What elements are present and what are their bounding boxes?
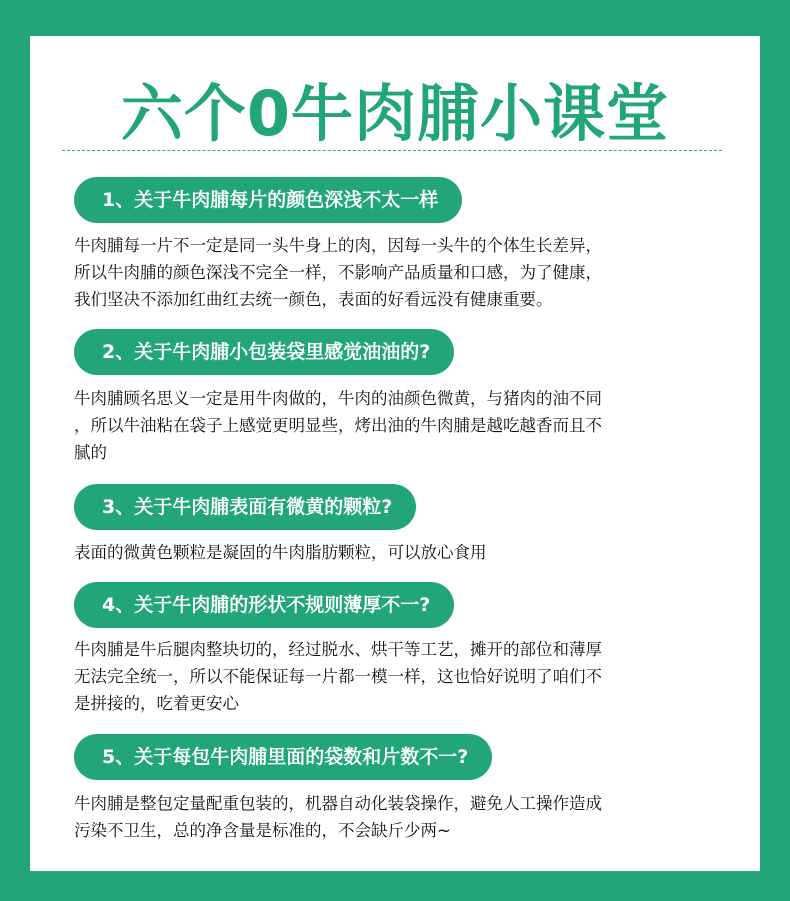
dashed-divider bbox=[62, 150, 722, 151]
section-3-body bbox=[74, 539, 734, 566]
section-5-line-2: 污染不卫生，总的净含量是标准的，不会缺斤少两~ bbox=[74, 821, 451, 840]
section-4-heading: 4、关于牛肉脯的形状不规则薄厚不一? bbox=[74, 582, 454, 628]
section-1-body bbox=[74, 232, 734, 313]
section-4-line-3: 是拼接的，吃着更安心 bbox=[74, 694, 239, 713]
section-2-heading: 2、关于牛肉脯小包装袋里感觉油油的? bbox=[74, 329, 454, 375]
section-4-body bbox=[74, 636, 734, 717]
section-3-line-1: 表面的微黄色颗粒是凝固的牛肉脂肪颗粒，可以放心食用 bbox=[74, 543, 487, 562]
section-1-line-3: 我们坚决不添加红曲红去统一颜色，表面的好看远没有健康重要。 bbox=[74, 290, 553, 309]
section-2-body bbox=[74, 385, 734, 466]
section-5-line-1: 牛肉脯是整包定量配重包装的，机器自动化装袋操作，避免人工操作造成 bbox=[74, 794, 602, 813]
section-3-heading: 3、关于牛肉脯表面有微黄的颗粒? bbox=[74, 484, 416, 530]
section-5-heading: 5、关于每包牛肉脯里面的袋数和片数不一? bbox=[74, 734, 492, 780]
content-card bbox=[30, 36, 760, 871]
section-1-heading: 1、关于牛肉脯每片的颜色深浅不太一样 bbox=[74, 177, 462, 223]
section-2-line-1: 牛肉脯顾名思义一定是用牛肉做的，牛肉的油颜色微黄，与猪肉的油不同 bbox=[74, 389, 602, 408]
section-4-line-2: 无法完全统一，所以不能保证每一片都一模一样，这也恰好说明了咱们不 bbox=[74, 667, 602, 686]
section-1-line-2: 所以牛肉脯的颜色深浅不完全一样，不影响产品质量和口感，为了健康， bbox=[74, 263, 602, 282]
section-2-line-2: ，所以牛油粘在袋子上感觉更明显些，烤出油的牛肉脯是越吃越香而且不 bbox=[74, 416, 602, 435]
section-1-line-1: 牛肉脯每一片不一定是同一头牛身上的肉，因每一头牛的个体生长差异， bbox=[74, 236, 602, 255]
page-title: 六个0牛肉脯小课堂 bbox=[120, 77, 670, 150]
section-4-line-1: 牛肉脯是牛后腿肉整块切的，经过脱水、烘干等工艺，摊开的部位和薄厚 bbox=[74, 640, 602, 659]
section-2-line-3: 腻的 bbox=[74, 443, 107, 462]
section-5-body bbox=[74, 790, 734, 844]
